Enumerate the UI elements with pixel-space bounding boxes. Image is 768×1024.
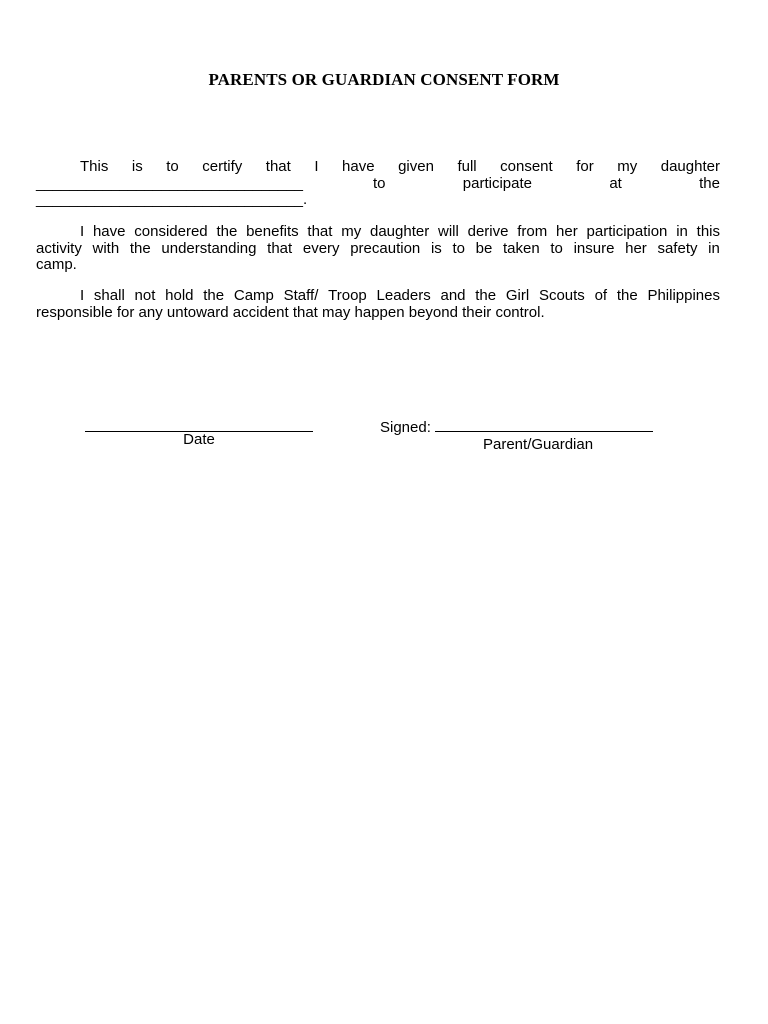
benefits-word: considered [134,223,208,240]
liability-word: the [616,287,638,304]
consent-word: is [131,158,143,175]
benefits-paragraph [36,224,720,274]
benefits-word: activity [36,239,82,257]
benefits-word: have [92,223,126,240]
benefits-word: her [625,239,647,257]
liability-word: the [475,287,497,304]
benefits-word: insure [573,239,615,257]
benefits-word: I [80,223,85,240]
consent-paragraph [36,159,720,209]
form-title: PARENTS OR GUARDIAN CONSENT FORM [208,70,560,89]
benefits-word: participation [586,223,668,240]
consent-word: full [457,158,477,175]
benefits-word: in [708,239,720,257]
liability-word: of [594,287,608,304]
signed-label: Signed: [380,419,431,436]
guardian-caption: Parent/Guardian [483,435,594,453]
benefits-line-3: camp. [36,256,77,273]
liability-word: Leaders [376,287,431,304]
liability-word: shall [93,287,125,304]
liability-word: Philippines [647,287,720,304]
consent-word: the [699,174,720,192]
liability-word: Girl [505,287,530,304]
benefits-word: the [216,223,238,240]
benefits-word: benefits [246,223,299,240]
benefits-word: that [307,223,333,240]
liability-line-2: responsible for any untoward accident that may happen beyond their control. [36,303,545,321]
benefits-word: the [129,239,151,257]
liability-line-1 [36,288,720,305]
consent-word: I [314,158,319,175]
benefits-word: precaution [350,239,421,257]
consent-word: have [342,158,375,175]
guardian-signature-line[interactable] [435,418,653,432]
consent-word: given [398,158,434,175]
benefits-word: her [556,223,578,240]
benefits-line-1 [36,224,720,241]
consent-word: consent [500,158,553,175]
consent-word: for [576,158,594,175]
benefits-word: that [267,239,293,257]
consent-word: This [80,158,109,175]
consent-word: certify [202,158,243,175]
liability-word: hold [165,287,194,304]
liability-paragraph [36,288,720,321]
benefits-word: from [517,223,548,240]
benefits-word: my [341,223,362,240]
benefits-word: daughter [370,223,430,240]
date-caption: Date [183,431,215,448]
consent-word: that [265,158,291,175]
consent-word: my [617,158,638,175]
benefits-word: understanding [161,239,257,257]
liability-word: Camp [233,287,274,304]
consent-word: at [609,174,622,192]
benefits-word: to [452,239,465,257]
benefits-word: will [438,223,459,240]
liability-word: Staff/ [283,287,319,304]
consent-line-1 [36,159,720,176]
date-signature-block [85,418,313,449]
liability-word: Scouts [538,287,585,304]
benefits-line-2 [36,241,720,258]
liability-word: the [203,287,225,304]
consent-line-2-words [303,176,720,193]
benefits-word: in [676,223,688,240]
benefits-word: to [550,239,563,257]
consent-word: daughter [660,158,720,175]
benefits-word: is [430,239,442,257]
daughter-name-blank[interactable]: ________________________________ [36,174,303,192]
benefits-word: safety [657,239,698,257]
consent-word: participate [462,174,532,192]
liability-word: and [440,287,466,304]
activity-name-blank[interactable]: ________________________________. [36,191,308,208]
consent-line-2 [36,176,720,193]
liability-word: Troop [328,287,367,304]
benefits-word: taken [503,239,540,257]
benefits-word: this [696,223,720,240]
consent-word: to [166,158,179,175]
liability-word: I [80,287,85,304]
guardian-signature-block [380,418,660,453]
date-line[interactable] [85,418,313,432]
consent-word: to [372,174,386,192]
benefits-word: every [302,239,340,257]
liability-word: not [134,287,156,304]
benefits-word: with [92,239,120,257]
benefits-word: be [475,239,493,257]
benefits-word: derive [467,223,509,240]
